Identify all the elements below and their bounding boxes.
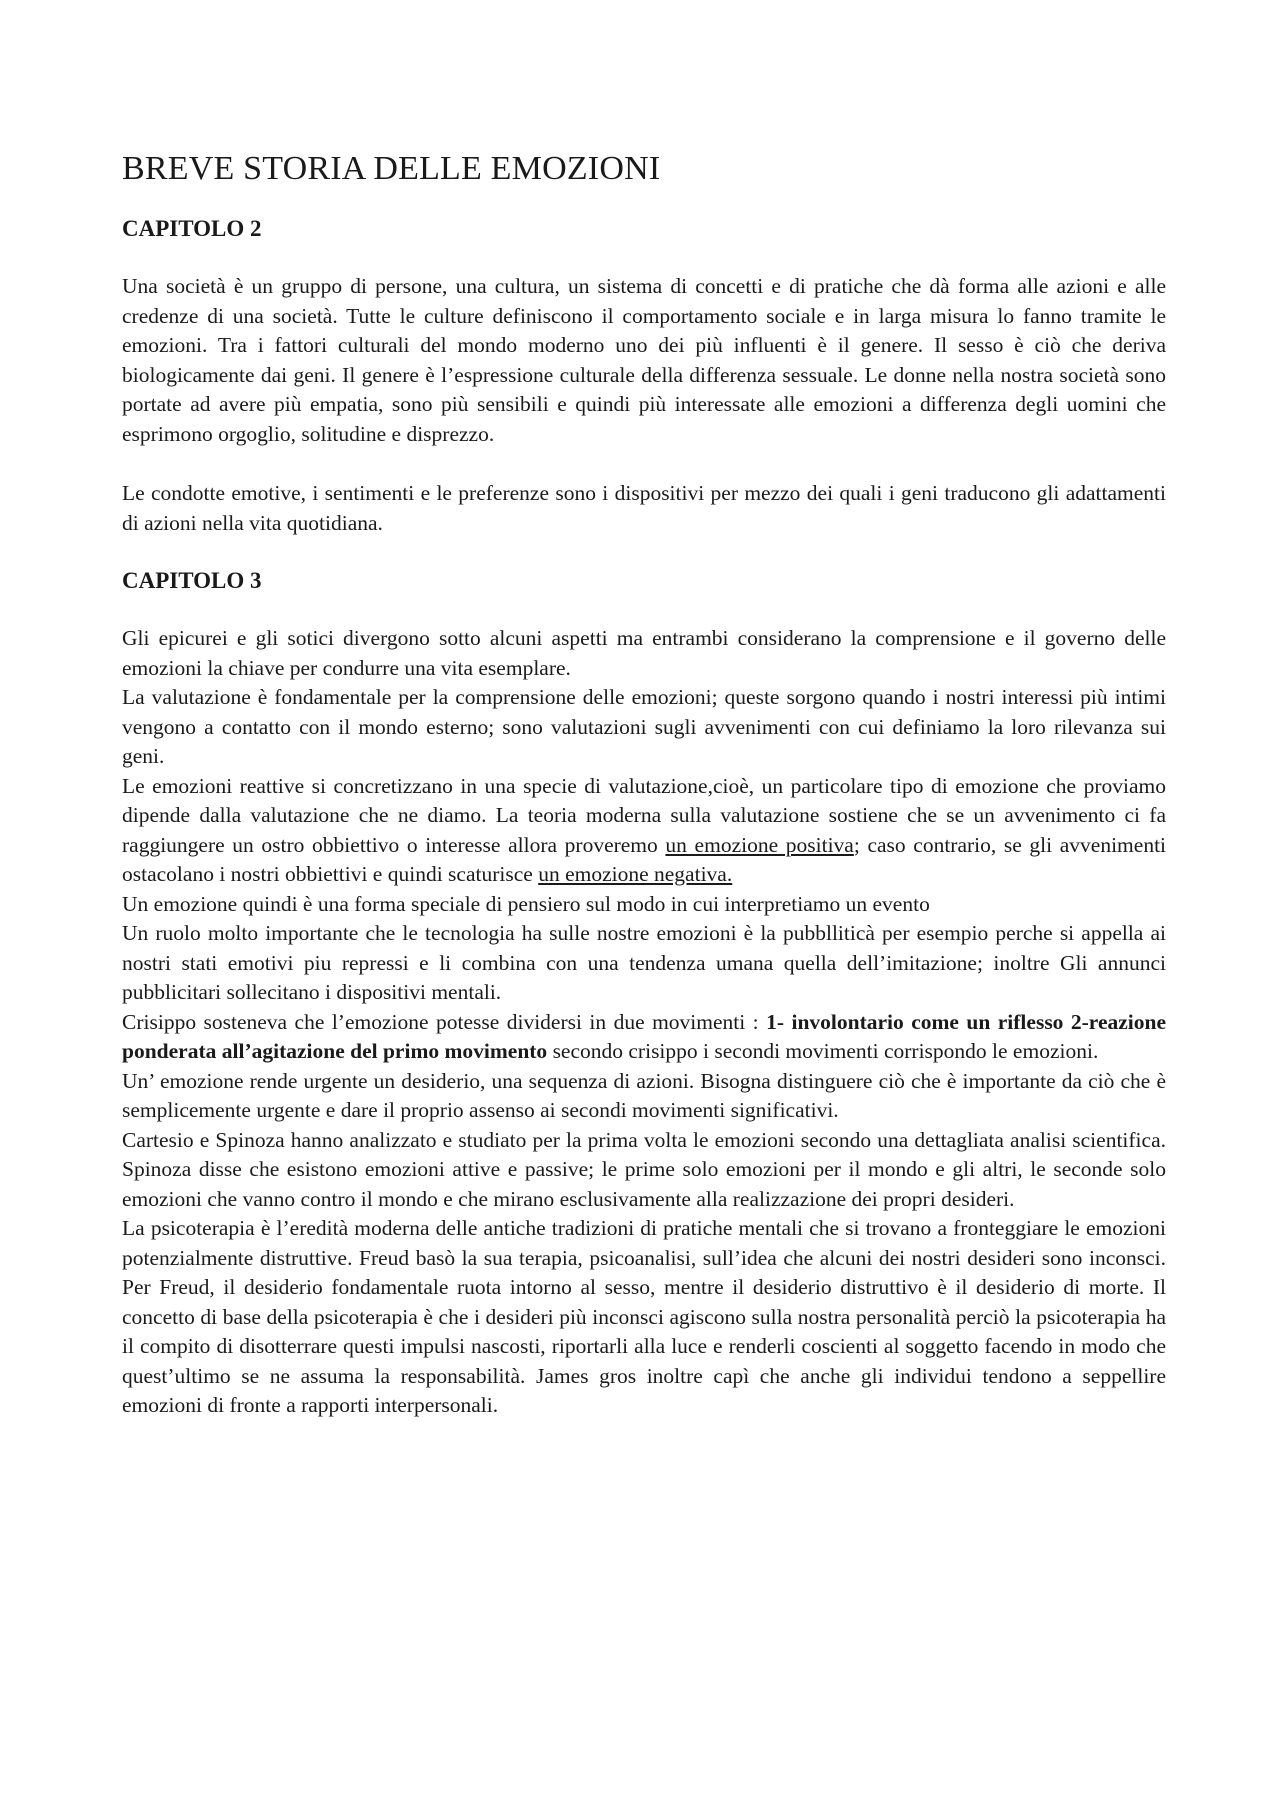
paragraph-6-text-b: secondo crisippo i secondi movimenti corrispondo le emozioni. [547,1039,1099,1063]
document-title: BREVE STORIA DELLE EMOZIONI [122,150,661,187]
chapter-2-paragraph-2: Le condotte emotive, i sentimenti e le preferenze sono i dispositivi per mezzo dei quali i geni traducono gli adattamenti di azioni nella vita quotidiana. [122,481,1166,535]
chapter-3-paragraph-8: Cartesio e Spinoza hanno analizzato e studiato per la prima volta le emozioni secondo una dettagliata analisi scientifica. Spinoza disse che esistono emozioni attive e passive; le prime solo emozioni per il mondo e gli altri, le seconde solo emozioni che vanno contro il mondo e che mirano esclusivamente alla realizzazione dei propri desideri. [122,1127,1166,1211]
paragraph-3-text-a: Le emozioni reattive si concretizzano in una specie di valutazione,cioè, un particolare tipo di emozione che proviamo dipende dalla valutazione che ne diamo. La teoria moderna sulla valutazione sostiene che se un avvenimento ci fa raggiungere un ostro obbiettivo o interesse allora proveremo [122,773,1166,857]
underlined-positive-emotion: un emozione positiva [665,832,854,857]
document-page [122,150,1166,1421]
chapter-3-paragraph-5: Un ruolo molto importante che le tecnologia ha sulle nostre emozioni è la pubblliticà per esempio perche si appella ai nostri stati emotivi piu repressi e li combina con una tendenza umana quella dell’imitazione; inoltre Gli annunci pubblicitari sollecitano i dispositivi mentali. [122,921,1166,1004]
chapter-3-heading: CAPITOLO 3 [122,568,262,593]
chapter-3-paragraph-2: La valutazione è fondamentale per la comprensione delle emozioni; queste sorgono quando i nostri interessi più intimi vengono a contatto con il mondo esterno; sono valutazioni sugli avvenimenti con cui definiamo la loro rilevanza sui geni. [122,685,1166,768]
bold-movements-text: 1- involontario come un riflesso 2-reazione ponderata all’agitazione del primo movimento [122,1009,1167,1063]
chapter-3-paragraph-9: La psicoterapia è l’eredità moderna delle antiche tradizioni di pratiche mentali che si trovano a fronteggiare le emozioni potenzialmente distruttive. Freud basò la sua terapia, psicoanalisi, sull’idea che alcuni dei nostri desideri sono inconsci. Per Freud, il desiderio fondamentale ruota intorno al sesso, mentre il desiderio distruttivo è il desiderio di morte. Il concetto di base della psicoterapia è che i desideri più inconsci agiscono sulla nostra personalità perciò la psicoterapia ha il compito di disotterrare questi impulsi nascosti, riportarli alla luce e renderli coscienti al soggetto facendo in modo che quest’ultimo se ne assuma la responsabilità. James gros inoltre capì che anche gli individui tendono a seppellire emozioni di fronte a rapporti interpersonali. [122,1216,1166,1417]
chapter-3-paragraph-4: Un emozione quindi è una forma speciale di pensiero sul modo in cui interpretiamo un evento [122,891,930,916]
chapter-3-paragraph-1: Gli epicurei e gli sotici divergono sotto alcuni aspetti ma entrambi considerano la comprensione e il governo delle emozioni la chiave per condurre una vita esemplare. [122,626,1166,680]
chapter-2-paragraph-1: Una società è un gruppo di persone, una cultura, un sistema di concetti e di pratiche che dà forma alle azioni e alle credenze di una società. Tutte le culture definiscono il comportamento sociale e in larga misura lo fanno tramite le emozioni. Tra i fattori culturali del mondo moderno uno dei più influenti è il genere. Il sesso è ciò che deriva biologicamente dai geni. Il genere è l’espressione culturale della differenza sessuale. Le donne nella nostra società sono portate ad avere più empatia, sono più sensibili e quindi più interessate alle emozioni a differenza degli uomini che esprimono orgoglio, solitudine e disprezzo. [122,274,1166,446]
paragraph-6-text-a: Crisippo sosteneva che l’emozione potesse dividersi in due movimenti : [122,1009,767,1034]
chapter-3-paragraph-7: Un’ emozione rende urgente un desiderio, una sequenza di azioni. Bisogna distinguere ciò che è importante da ciò che è semplicemente urgente e dare il proprio assenso ai secondi movimenti significativi. [122,1068,1166,1122]
chapter-2-heading: CAPITOLO 2 [122,216,262,241]
underlined-negative-emotion: un emozione negativa. [538,862,733,886]
chapter-3-paragraph-3 [122,772,1166,890]
paragraph-3-text-b: ; caso contrario, se gli avvenimenti ostacolano i nostri obbiettivi e quindi scaturisce [122,832,1167,886]
chapter-3-paragraph-6 [122,1008,1166,1067]
